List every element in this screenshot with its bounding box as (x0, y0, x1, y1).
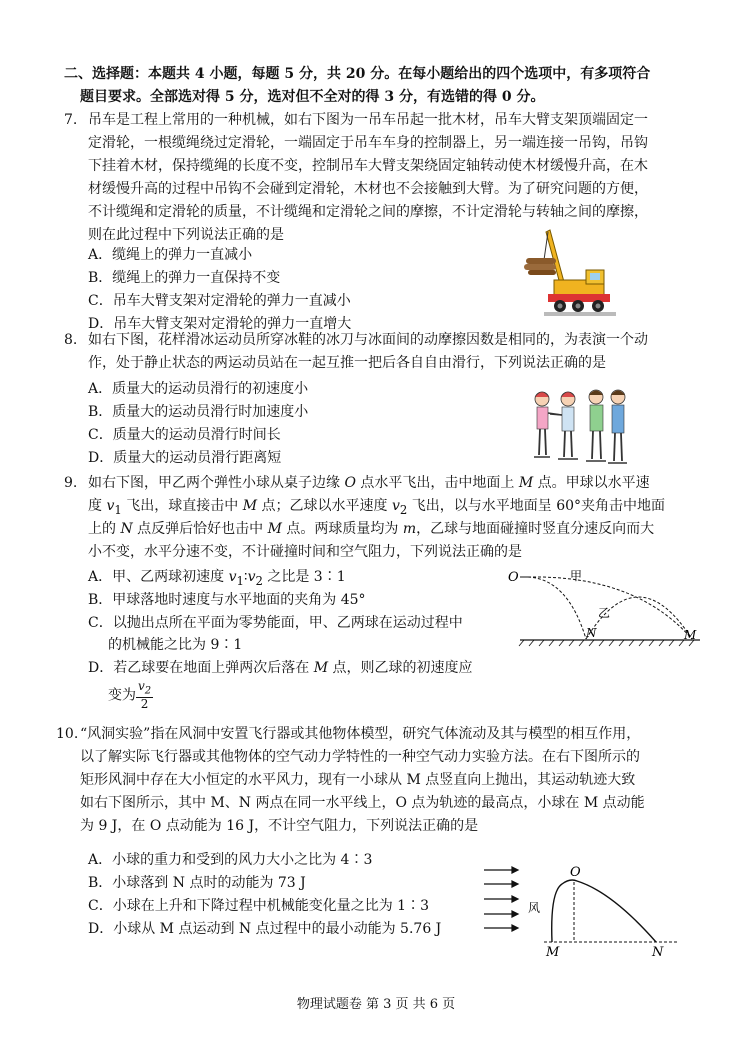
skater-small (534, 392, 562, 457)
q8-stem-line-2: 作，处于静止状态的两运动员站在一起互推一把后各自自由滑行，下列说法正确的是 (88, 355, 606, 371)
question-number-7: 7. (64, 112, 78, 128)
q8-option-2: B．质量大的运动员滑行时加速度小 (88, 404, 309, 420)
q8-option-4: D．质量大的运动员滑行距离短 (88, 450, 282, 466)
label-n: N (652, 945, 664, 960)
label-o: O (508, 570, 519, 585)
q9-option-c-line1: C．以抛出点所在平面为零势能面，甲、乙两球在运动过程中 (88, 615, 463, 631)
q10-stem-line-1: “风洞实验”指在风洞中安置飞行器或其他物体模型，研究气体流动及其与模型的相互作用， (80, 726, 641, 742)
q7-stem-line-6: 则在此过程中下列说法正确的是 (88, 227, 284, 243)
wind-arrows (484, 867, 518, 931)
q8-option-3: C．质量大的运动员滑行时间长 (88, 427, 281, 443)
wind-tunnel-figure (482, 862, 682, 962)
q9-line2: 度 $v_1$ 飞出，球直接击中 M 点；乙球以水平速度 $v_2$ 飞出，以与水平地面呈 60°夹角击中地面 (88, 498, 666, 517)
label-jia: 甲 (570, 569, 583, 583)
q10-option-1: A．小球的重力和受到的风力大小之比为 4∶3 (88, 852, 373, 868)
q9-line1: 如右下图，甲乙两个弹性小球从桌子边缘 O 点水平飞出，击中地面上 M 点。甲球以水平速 (88, 475, 650, 491)
question-number-8: 8. (64, 332, 78, 348)
label-n: N (586, 626, 597, 640)
skaters-figure (528, 385, 628, 470)
logs-load (524, 258, 556, 275)
q9-option-b: B．甲球落地时速度与水平地面的夹角为 45° (88, 592, 366, 608)
q8-option-1: A．质量大的运动员滑行的初速度小 (88, 381, 309, 397)
q7-stem-line-5: 不计缆绳和定滑轮的质量，不计缆绳和定滑轮之间的摩擦，不计定滑轮与转轴之间的摩擦， (88, 204, 648, 220)
q10-option-2: B．小球落到 N 点时的动能为 73 J (88, 875, 306, 891)
section-header-line1: 二、选择题：本题共 4 小题，每题 5 分，共 20 分。在每小题给出的四个选项中，有多项符合 (64, 66, 651, 82)
q9-option-d-line2: 变为 $\frac{v_2}{2}$ (108, 679, 152, 712)
q10-stem-line-2: 以了解实际飞行器或其他物体的空气动力学特性的一种空气动力实验方法。在右下图所示的 (80, 749, 640, 765)
q9-option-d-line1: D．若乙球要在地面上弹两次后落在 M 点，则乙球的初速度应 (88, 660, 473, 676)
crane-figure (520, 222, 616, 320)
q7-stem-line-4: 材缓慢升高的过程中吊钩不会碰到定滑轮，木材也不会接触到大臂。为了研究问题的方便， (88, 181, 648, 197)
q8-stem-line-1: 如右下图，花样滑冰运动员所穿冰鞋的冰刀与冰面间的动摩擦因数是相同的，为表演一个动 (88, 332, 648, 348)
projectile-figure (506, 565, 702, 651)
q9-option-c-line2: 的机械能之比为 9∶1 (108, 637, 243, 653)
q10-option-3: C．小球在上升和下降过程中机械能变化量之比为 1∶3 (88, 898, 429, 914)
skater-mid (550, 392, 578, 459)
fraction-v2-over-2: $\frac{v_2}{2}$ (138, 679, 152, 712)
page-footer: 物理试题卷 第 3 页 共 6 页 (296, 997, 456, 1012)
q10-option-4: D．小球从 M 点运动到 N 点过程中的最小动能为 5.76 J (88, 921, 442, 937)
skater-tall-1 (586, 390, 606, 461)
q9-line3: 上的 N 点反弹后恰好也击中 M 点。两球质量均为 m，乙球与地面碰撞时竖直分速反向而大 (88, 521, 655, 537)
label-o: O (570, 865, 581, 880)
q9-line4: 小不变，水平分速不变，不计碰撞时间和空气阻力，下列说法正确的是 (88, 544, 522, 560)
ground-hatching (519, 640, 694, 646)
label-m: M (546, 945, 560, 960)
q10-stem-line-3: 矩形风洞中存在大小恒定的水平风力，现有一小球从 M 点竖直向上抛出，其运动轨迹大致 (80, 772, 636, 788)
label-yi: 乙 (598, 606, 611, 620)
q7-option-1: A．缆绳上的弹力一直减小 (88, 247, 253, 263)
skater-tall-2 (608, 390, 627, 463)
question-number-9: 9. (64, 475, 78, 491)
q7-option-2: B．缆绳上的弹力一直保持不变 (88, 270, 281, 286)
q10-stem-line-4: 如右下图所示，其中 M、N 两点在同一水平线上，O 点为轨迹的最高点，小球在 M 点动能 (80, 795, 645, 811)
q10-stem-line-5: 为 9 J，在 O 点动能为 16 J，不计空气阻力，下列说法正确的是 (80, 818, 479, 834)
label-m: M (684, 628, 697, 642)
question-number-10: 10. (56, 726, 79, 742)
q7-option-4: D．吊车大臂支架对定滑轮的弹力一直增大 (88, 316, 352, 332)
q7-stem-line-3: 下挂着木材，保持缆绳的长度不变，控制吊车大臂支架绕固定轴转动使木材缓慢升高，在木 (88, 158, 648, 174)
section-header-line2: 题目要求。全部选对得 5 分，选对但不全对的得 3 分，有选错的得 0 分。 (80, 89, 545, 105)
q7-option-3: C．吊车大臂支架对定滑轮的弹力一直减小 (88, 293, 351, 309)
trajectory-yi-1 (528, 577, 586, 639)
q7-stem-line-2: 定滑轮，一根缆绳绕过定滑轮，一端固定于吊车车身的控制器上，另一端连接一吊钩，吊钩 (88, 135, 648, 151)
q7-stem-line-1: 吊车是工程上常用的一种机械，如右下图为一吊车吊起一批木材，吊车大臂支架顶端固定一 (88, 112, 648, 128)
label-wind: 风 (528, 901, 541, 915)
trajectory-mon (552, 880, 656, 942)
q9-option-a: A．甲、乙两球初速度 $v_1∶v_2$ 之比是 3∶1 (88, 569, 346, 588)
